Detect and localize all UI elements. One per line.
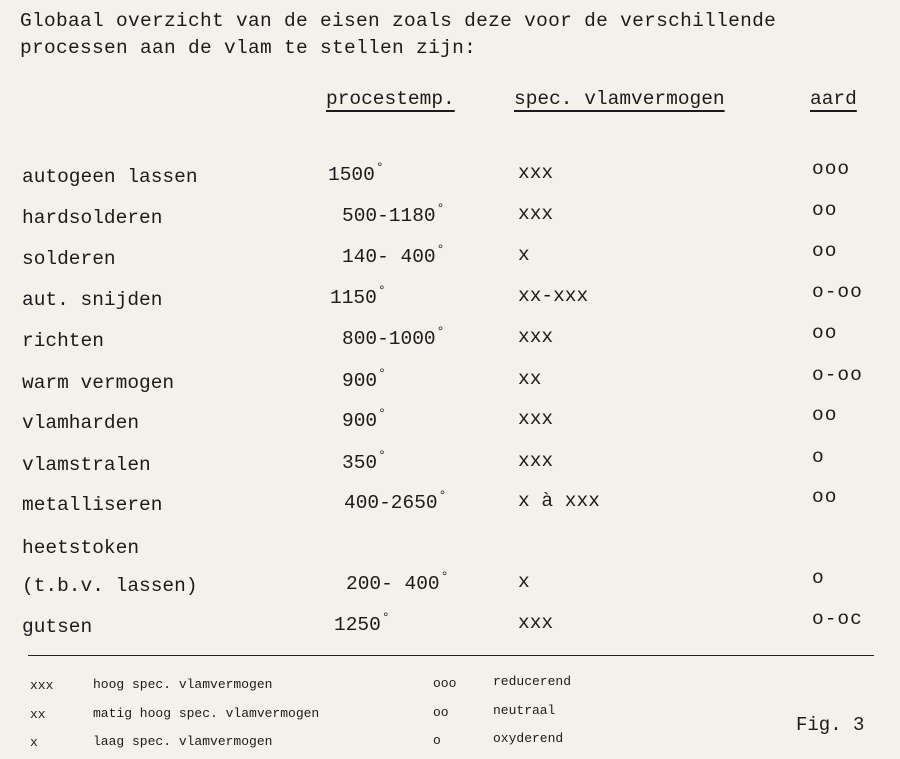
legend-description: matig hoog spec. vlamvermogen [93,706,320,721]
table-row [0,324,900,354]
temperature-value: 1500 [328,164,375,186]
process-name: warm vermogen [22,372,175,394]
aard-value: o [812,446,825,468]
process-name: solderen [22,248,116,270]
legend-symbol: x [30,735,38,750]
process-name: autogeen lassen [22,166,198,188]
process-temperature [334,610,390,636]
process-temperature [342,366,386,392]
process-name: aut. snijden [22,289,163,311]
aard-value: o [812,567,825,589]
process-temperature [330,283,386,309]
table-row [0,448,900,478]
degree-sign: ° [381,610,390,625]
process-name: vlamstralen [22,454,151,476]
degree-sign: ° [378,406,386,421]
spec-vlamvermogen-value: xxx [518,408,554,430]
aard-value: oo [812,404,838,426]
temperature-value: 1250 [334,614,381,636]
temperature-value: 500-1180 [342,205,436,227]
process-temperature [328,160,384,186]
degree-sign: ° [440,569,449,584]
divider-line [28,655,874,656]
process-name: vlamharden [22,412,140,434]
spec-vlamvermogen-value: xxx [518,203,554,225]
aard-value: oo [812,199,838,221]
aard-value: oo [812,240,838,262]
legend-symbol: xxx [30,678,54,693]
legend-aard-symbol: oo [433,705,449,720]
spec-vlamvermogen-value: xxx [518,162,554,184]
degree-sign: ° [378,448,386,463]
intro-text [20,8,776,62]
aard-value: o-oc [812,608,863,630]
spec-vlamvermogen-value: xxx [518,326,554,348]
table-row [0,366,900,396]
legend-aard-description: neutraal [493,703,556,718]
process-temperature [344,488,446,514]
temperature-value: 900 [342,410,378,432]
degree-sign: ° [377,283,386,298]
degree-sign: ° [436,242,445,257]
table-row [0,160,900,190]
intro-line-2: processen aan de vlam te stellen zijn: [20,37,477,59]
process-name: (t.b.v. lassen) [22,575,198,597]
degree-sign: ° [375,160,384,175]
process-name: hardsolderen [22,207,163,229]
table-row [0,569,900,599]
legend-aard-description: reducerend [493,674,572,689]
degree-sign: ° [438,488,447,503]
aard-value: o-oo [812,281,863,303]
process-temperature [342,448,386,474]
degree-sign: ° [436,324,445,339]
spec-vlamvermogen-value: xx [518,368,542,390]
header-procestemp: procestemp. [326,88,455,110]
intro-line-1: Globaal overzicht van de eisen zoals deze voor de verschillende [20,10,777,32]
temperature-value: 400-2650 [344,492,438,514]
temperature-value: 200- 400 [346,573,440,595]
table-row [0,201,900,231]
degree-sign: ° [378,366,386,381]
temperature-value: 350 [342,452,378,474]
table-row [0,242,900,272]
spec-vlamvermogen-value: xxx [518,612,554,634]
table-row [0,283,900,313]
legend-description: laag spec. vlamvermogen [93,734,273,749]
table-row [0,531,900,561]
process-temperature [342,242,444,268]
process-name: richten [22,330,104,352]
temperature-value: 1150 [330,287,377,309]
aard-value: oo [812,486,838,508]
spec-vlamvermogen-value: x [518,571,530,593]
table-row [0,610,900,640]
aard-value: o-oo [812,364,863,386]
process-temperature [342,406,386,432]
figure-label: Fig. 3 [796,714,865,736]
table-row [0,488,900,518]
header-aard: aard [810,88,857,110]
legend-aard-symbol: ooo [433,676,457,691]
spec-vlamvermogen-value: x [518,244,530,266]
spec-vlamvermogen-value: x à xxx [518,490,600,512]
legend-symbol: xx [30,707,46,722]
temperature-value: 800-1000 [342,328,436,350]
temperature-value: 900 [342,370,378,392]
aard-value: ooo [812,158,851,180]
process-name: gutsen [22,616,93,638]
process-temperature [342,201,444,227]
header-spec-vlamvermogen: spec. vlamvermogen [514,88,725,110]
spec-vlamvermogen-value: xx-xxx [518,285,589,307]
table-row [0,406,900,436]
process-temperature [342,324,444,350]
process-name: heetstoken [22,537,140,559]
legend-aard-symbol: o [433,733,441,748]
process-name: metalliseren [22,494,163,516]
legend-description: hoog spec. vlamvermogen [93,677,273,692]
legend-aard-description: oxyderend [493,731,564,746]
process-temperature [346,569,448,595]
degree-sign: ° [436,201,445,216]
aard-value: oo [812,322,838,344]
spec-vlamvermogen-value: xxx [518,450,554,472]
temperature-value: 140- 400 [342,246,436,268]
